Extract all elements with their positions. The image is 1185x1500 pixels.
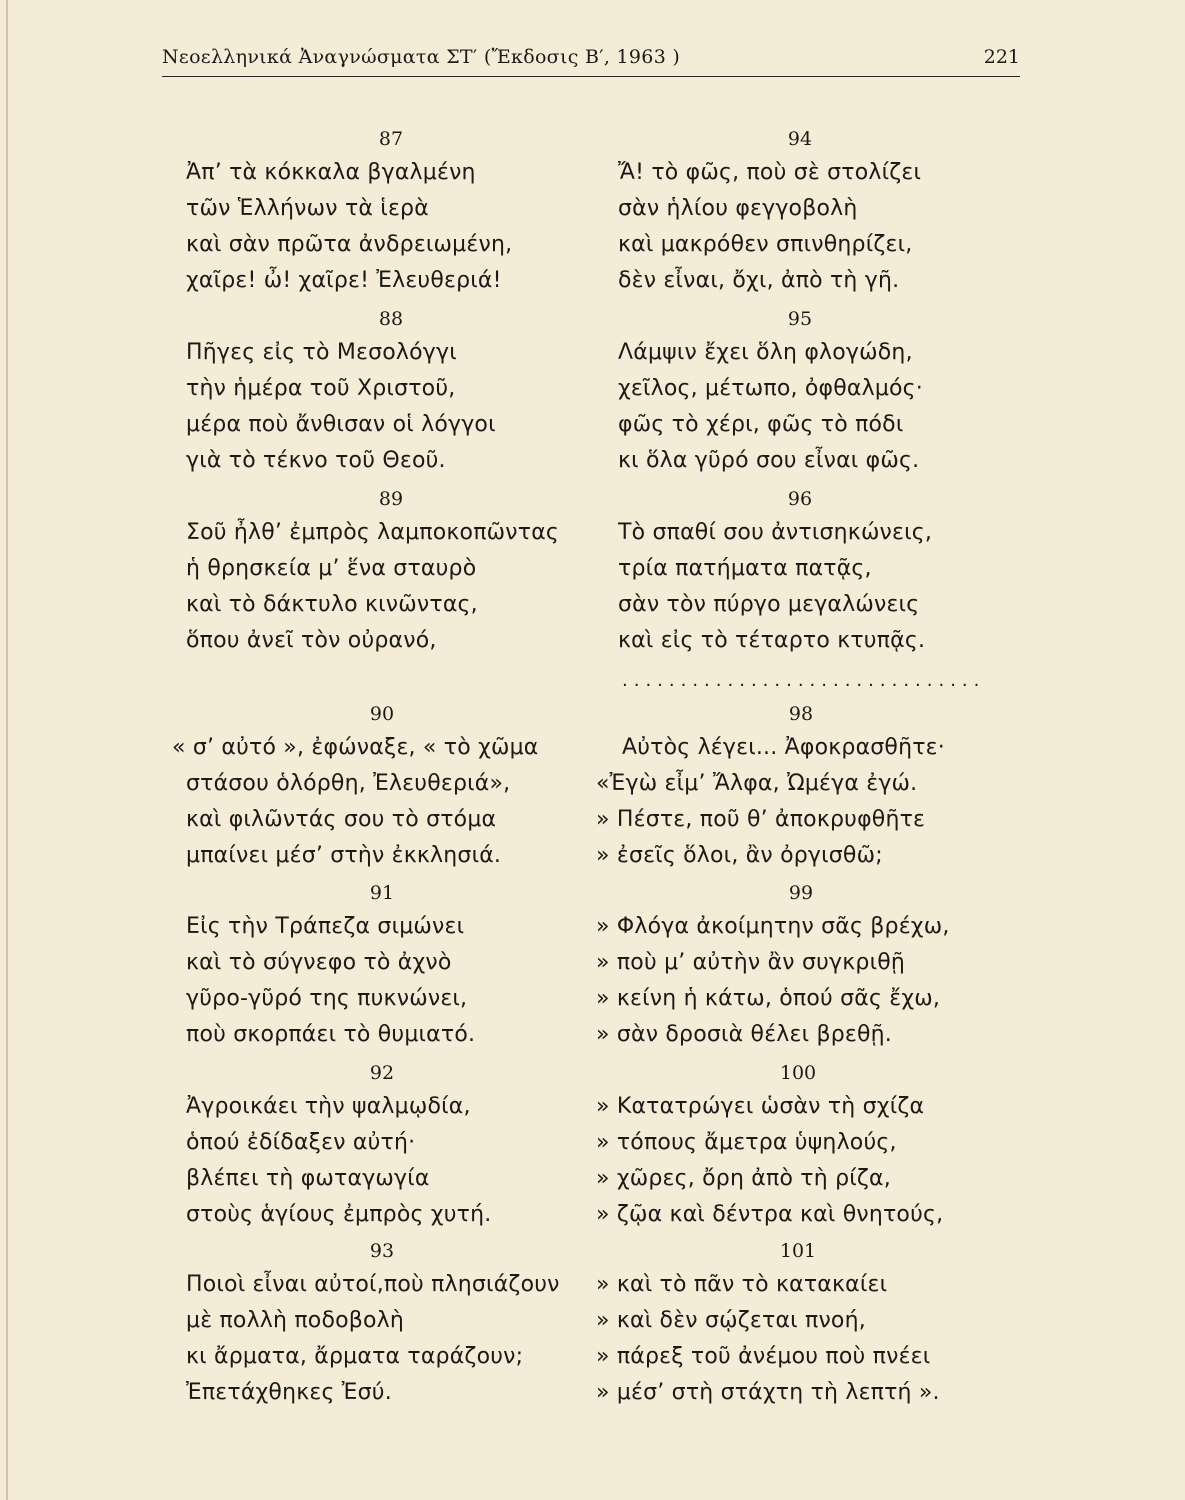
- verse-line: » χῶρες, ὄρη ἀπὸ τὴ ρίζα,: [596, 1166, 891, 1191]
- verse-line: τὴν ἡμέρα τοῦ Χριστοῦ,: [186, 376, 456, 401]
- verse-line: » πάρεξ τοῦ ἀνέμου ποὺ πνέει: [596, 1344, 931, 1369]
- stanza-number: 98: [788, 703, 814, 725]
- verse-line: Αὐτὸς λέγει... Ἀφοκρασθῆτε·: [622, 735, 945, 760]
- verse-line: κι ἄρματα, ἄρματα ταράζουν;: [186, 1344, 524, 1369]
- stanza-number: 99: [788, 882, 814, 904]
- verse-line: Τὸ σπαθί σου ἀντισηκώνεις,: [618, 520, 933, 545]
- ellipsis-row: ...............................: [622, 670, 986, 691]
- verse-line: σὰν ἡλίου φεγγοβολὴ: [618, 196, 858, 221]
- verse-line: τῶν Ἑλλήνων τὰ ἱερὰ: [186, 196, 429, 221]
- verse-line: μὲ πολλὴ ποδοβολὴ: [186, 1308, 405, 1333]
- stanza-number: 92: [369, 1062, 395, 1084]
- verse-line: χεῖλος, μέτωπο, ὀφθαλμός·: [618, 376, 923, 401]
- verse-line: ποὺ σκορπάει τὸ θυμιατό.: [186, 1022, 476, 1047]
- verse-line: καὶ μακρόθεν σπινθηρίζει,: [618, 232, 913, 257]
- verse-line: καὶ τὸ δάκτυλο κινῶντας,: [186, 592, 478, 617]
- verse-line: χαῖρε! ὦ! χαῖρε! Ἐλευθεριά!: [186, 268, 502, 293]
- verse-line: » καὶ δὲν σῴζεται πνοή,: [596, 1308, 866, 1333]
- verse-line: Ἄ! τὸ φῶς, ποὺ σὲ στολίζει: [618, 160, 922, 185]
- verse-line: » Φλόγα ἀκοίμητην σᾶς βρέχω,: [596, 914, 950, 939]
- verse-line: » Κατατρώγει ὡσὰν τὴ σχίζα: [596, 1094, 925, 1119]
- verse-line: » σὰν δροσιὰ θέλει βρεθῇ.: [596, 1022, 892, 1047]
- verse-line: καὶ φιλῶντάς σου τὸ στόμα: [186, 807, 497, 832]
- verse-line: στάσου ὁλόρθη, Ἐλευθεριά»,: [186, 771, 511, 796]
- verse-line: τρία πατήματα πατᾷς,: [618, 556, 872, 581]
- verse-line: μπαίνει μέσ’ στὴν ἐκκλησιά.: [186, 843, 502, 868]
- verse-line: «Ἐγὼ εἶμ’ Ἄλφα, Ὠμέγα ἐγώ.: [596, 771, 918, 796]
- verse-line: ὅπου ἀνεῖ τὸν οὐρανό,: [186, 628, 437, 653]
- verse-line: » Πέστε, ποῦ θ’ ἀποκρυφθῆτε: [596, 807, 926, 832]
- stanza-number: 87: [378, 128, 404, 150]
- verse-line: φῶς τὸ χέρι, φῶς τὸ πόδι: [618, 412, 904, 437]
- page-number: 221: [983, 46, 1020, 68]
- stanza-number: 100: [779, 1062, 817, 1084]
- verse-line: Ἀπ’ τὰ κόκκαλα βγαλμένη: [186, 160, 476, 185]
- verse-line: ὁπού ἐδίδαξεν αὐτή·: [186, 1130, 416, 1155]
- running-header: [162, 46, 1020, 77]
- verse-line: Ποιοὶ εἶναι αὐτοί,ποὺ πλησιάζουν: [186, 1272, 560, 1297]
- verse-line: βλέπει τὴ φωταγωγία: [186, 1166, 430, 1191]
- verse-line: γιὰ τὸ τέκνο τοῦ Θεοῦ.: [186, 448, 446, 473]
- stanza-number: 89: [378, 488, 404, 510]
- verse-line: Εἰς τὴν Τράπεζα σιμώνει: [186, 914, 465, 939]
- verse-line: Ἀγροικάει τὴν ψαλμῳδία,: [186, 1094, 471, 1119]
- verse-line: ἡ θρησκεία μ’ ἕνα σταυρὸ: [186, 556, 477, 581]
- stanza-number: 101: [779, 1240, 817, 1262]
- header-title: Νεοελληνικά Ἀναγνώσματα ΣΤ′ (Ἔκδοσις Β′, 1963 ): [162, 46, 681, 68]
- verse-line: » μέσ’ στὴ στάχτη τὴ λεπτή ».: [596, 1380, 940, 1405]
- verse-line: Ἐπετάχθηκες Ἐσύ.: [186, 1380, 392, 1405]
- verse-line: Λάμψιν ἔχει ὅλη φλογώδη,: [618, 340, 913, 365]
- stanza-number: 88: [378, 308, 404, 330]
- verse-line: στοὺς ἁγίους ἐμπρὸς χυτή.: [186, 1202, 492, 1227]
- stanza-number: 94: [787, 128, 813, 150]
- verse-line: κι ὅλα γῦρό σου εἶναι φῶς.: [618, 448, 920, 473]
- verse-line: » ἐσεῖς ὅλοι, ἂν ὀργισθῶ;: [596, 843, 883, 868]
- page-edge: [6, 0, 8, 1500]
- verse-line: » καὶ τὸ πᾶν τὸ κατακαίει: [596, 1272, 888, 1297]
- verse-line: Πῆγες εἰς τὸ Μεσολόγγι: [186, 340, 457, 365]
- verse-line: καὶ σὰν πρῶτα ἀνδρειωμένη,: [186, 232, 513, 257]
- verse-line: » ζῷα καὶ δέντρα καὶ θνητούς,: [596, 1202, 944, 1227]
- verse-line: δὲν εἶναι, ὄχι, ἀπὸ τὴ γῆ.: [618, 268, 900, 293]
- stanza-number: 91: [369, 882, 395, 904]
- verse-line: » τόπους ἄμετρα ὑψηλούς,: [596, 1130, 897, 1155]
- verse-line: « σ’ αὐτό », ἐφώναξε, « τὸ χῶμα: [172, 735, 539, 760]
- stanza-number: 93: [369, 1240, 395, 1262]
- stanza-number: 90: [369, 703, 395, 725]
- verse-line: μέρα ποὺ ἄνθισαν οἱ λόγγοι: [186, 412, 496, 437]
- stanza-number: 95: [787, 308, 813, 330]
- verse-line: » κείνη ἡ κάτω, ὁπού σᾶς ἔχω,: [596, 986, 941, 1011]
- verse-line: Σοῦ ἦλθ’ ἐμπρὸς λαμποκοπῶντας: [186, 520, 560, 545]
- verse-line: σὰν τὸν πύργο μεγαλώνεις: [618, 592, 920, 617]
- stanza-number: 96: [787, 488, 813, 510]
- verse-line: καὶ τὸ σύγνεφο τὸ ἀχνὸ: [186, 950, 452, 975]
- verse-line: » ποὺ μ’ αὐτὴν ἂν συγκριθῇ: [596, 950, 906, 975]
- verse-line: γῦρο-γῦρό της πυκνώνει,: [186, 986, 468, 1011]
- verse-line: καὶ εἰς τὸ τέταρτο κτυπᾷς.: [618, 628, 926, 653]
